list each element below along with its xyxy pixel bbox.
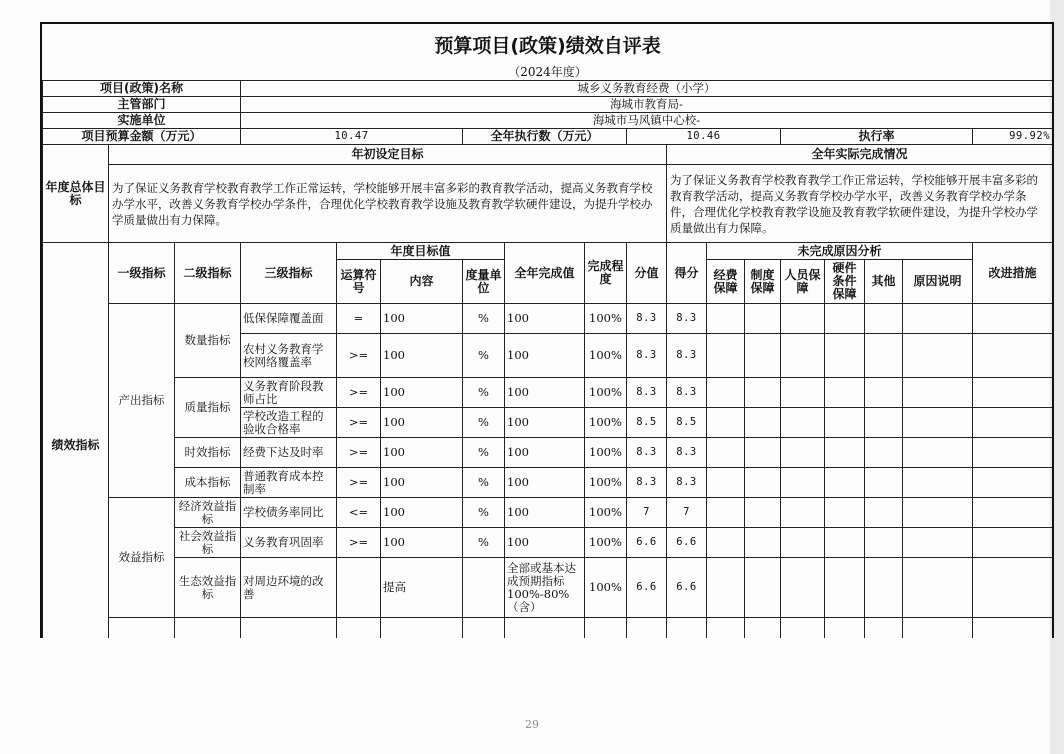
- group-quantity: 数量指标: [175, 304, 241, 378]
- row-got: 8.3: [667, 468, 707, 498]
- department-value: 海城市教育局-: [241, 97, 1053, 113]
- annual-exec-label: 全年执行数（万元）: [463, 129, 627, 145]
- row-value: 100: [505, 408, 585, 438]
- group-cost: 成本指标: [175, 468, 241, 498]
- header-annual-target: 年度目标值: [337, 243, 505, 260]
- actual-completion-text: 为了保证义务教育学校教育教学工作正常运转，学校能够开展丰富多彩的教育教学活动，提高义务教育学校办学水平，改善义务教育学校办学条件，合理优化学校教育教学设施及教育教学软硬件建设，为提升学校办学质量做出有力保障。: [667, 165, 1053, 243]
- row-operator: <=: [337, 498, 381, 528]
- row-score: 8.5: [627, 408, 667, 438]
- table-row: [43, 468, 1053, 498]
- row-indicator: 义务教育巩固率: [241, 528, 337, 558]
- table-row: [43, 558, 1053, 618]
- row-degree: 100%: [585, 408, 627, 438]
- row-indicator: 学校债务率同比: [241, 498, 337, 528]
- row-content: 100: [381, 468, 463, 498]
- header-other: 其他: [865, 260, 903, 304]
- table-row: [43, 438, 1053, 468]
- row-degree: 100%: [585, 558, 627, 618]
- initial-goal-text: 为了保证义务教育学校教育教学工作正常运转，学校能够开展丰富多彩的教育教学活动，提高义务教育学校办学水平，改善义务教育学校办学条件，合理优化学校教育教学设施及教育教学软硬件建设，为提升学校办学质量做出有力保障。: [109, 165, 667, 243]
- row-value: 100: [505, 498, 585, 528]
- row-operator: >=: [337, 528, 381, 558]
- row-degree: 100%: [585, 334, 627, 378]
- annual-goal-label: 年度总体目标: [43, 145, 109, 243]
- row-value: 100: [505, 438, 585, 468]
- row-score: 6.6: [627, 558, 667, 618]
- header-completion: 完成程度: [585, 243, 627, 304]
- row-unit: %: [463, 528, 505, 558]
- row-score: 8.3: [627, 438, 667, 468]
- row-operator: >=: [337, 438, 381, 468]
- row-degree: 100%: [585, 378, 627, 408]
- row-got: 6.6: [667, 528, 707, 558]
- row-indicator: 对周边环境的改善: [241, 558, 337, 618]
- page-number: 29: [525, 718, 539, 731]
- row-unit: %: [463, 408, 505, 438]
- department-label: 主管部门: [43, 97, 241, 113]
- row-unit: %: [463, 378, 505, 408]
- header-score: 分值: [627, 243, 667, 304]
- row-value: 全部或基本达成预期指标100%-80%（含）: [505, 558, 585, 618]
- row-content: 100: [381, 528, 463, 558]
- row-operator: >=: [337, 334, 381, 378]
- header-level2: 二级指标: [175, 243, 241, 304]
- row-content: 100: [381, 378, 463, 408]
- group-timeliness: 时效指标: [175, 438, 241, 468]
- budget-amount-label: 项目预算金额（万元）: [43, 129, 241, 145]
- row-indicator: 低保保障覆盖面: [241, 304, 337, 334]
- row-indicator: 学校改造工程的验收合格率: [241, 408, 337, 438]
- row-unit: %: [463, 438, 505, 468]
- row-operator: >=: [337, 468, 381, 498]
- annual-exec-value: 10.46: [627, 129, 781, 145]
- evaluation-table: [42, 24, 1053, 638]
- row-unit: [463, 558, 505, 618]
- row-got: 7: [667, 498, 707, 528]
- executor-value: 海城市马风镇中心校-: [241, 113, 1053, 129]
- table-row: [43, 304, 1053, 334]
- row-content: 100: [381, 498, 463, 528]
- row-degree: 100%: [585, 498, 627, 528]
- row-value: 100: [505, 378, 585, 408]
- project-name-value: 城乡义务教育经费（小学）: [241, 81, 1053, 97]
- exec-rate-value: 99.92%: [973, 129, 1053, 145]
- row-indicator: 普通教育成本控制率: [241, 468, 337, 498]
- row-content: 100: [381, 304, 463, 334]
- row-score: 8.3: [627, 334, 667, 378]
- row-score: 8.3: [627, 304, 667, 334]
- group-output: 产出指标: [109, 304, 175, 498]
- header-annual-value: 全年完成值: [505, 243, 585, 304]
- row-operator: [337, 558, 381, 618]
- header-unit: 度量单位: [463, 260, 505, 304]
- group-ecological: 生态效益指标: [175, 558, 241, 618]
- row-score: 8.3: [627, 468, 667, 498]
- row-degree: 100%: [585, 468, 627, 498]
- row-value: 100: [505, 528, 585, 558]
- row-indicator: 义务教育阶段教师占比: [241, 378, 337, 408]
- row-unit: %: [463, 334, 505, 378]
- page-subtitle: （2024年度）: [43, 64, 1053, 81]
- row-value: 100: [505, 304, 585, 334]
- actual-completion-header: 全年实际完成情况: [667, 145, 1053, 165]
- page-title: 预算项目(政策)绩效自评表: [434, 34, 661, 57]
- evaluation-table-frame: [40, 22, 1054, 638]
- row-degree: 100%: [585, 438, 627, 468]
- row-indicator: 农村义务教育学校网络覆盖率: [241, 334, 337, 378]
- row-got: 8.3: [667, 438, 707, 468]
- row-unit: %: [463, 468, 505, 498]
- header-content: 内容: [381, 260, 463, 304]
- header-improve: 改进措施: [973, 243, 1053, 304]
- header-system: 制度保障: [745, 260, 781, 304]
- row-content: 提高: [381, 558, 463, 618]
- header-level3: 三级指标: [241, 243, 337, 304]
- row-content: 100: [381, 334, 463, 378]
- budget-amount-value: 10.47: [241, 129, 463, 145]
- row-score: 7: [627, 498, 667, 528]
- row-value: 100: [505, 334, 585, 378]
- exec-rate-label: 执行率: [781, 129, 973, 145]
- table-row: [43, 378, 1053, 408]
- row-degree: 100%: [585, 304, 627, 334]
- header-funding: 经费保障: [707, 260, 745, 304]
- row-indicator: 经费下达及时率: [241, 438, 337, 468]
- group-economic: 经济效益指标: [175, 498, 241, 528]
- header-level1: 一级指标: [109, 243, 175, 304]
- row-got: 8.3: [667, 378, 707, 408]
- row-operator: >=: [337, 408, 381, 438]
- row-score: 6.6: [627, 528, 667, 558]
- group-benefit: 效益指标: [109, 498, 175, 618]
- row-score: 8.3: [627, 378, 667, 408]
- table-row: [43, 528, 1053, 558]
- header-got: 得分: [667, 243, 707, 304]
- header-unfinished: 未完成原因分析: [707, 243, 973, 260]
- row-value: 100: [505, 468, 585, 498]
- row-got: 8.3: [667, 334, 707, 378]
- group-quality: 质量指标: [175, 378, 241, 438]
- project-name-label: 项目(政策)名称: [43, 81, 241, 97]
- initial-goal-header: 年初设定目标: [109, 145, 667, 165]
- row-degree: 100%: [585, 528, 627, 558]
- row-operator: =: [337, 304, 381, 334]
- row-content: 100: [381, 438, 463, 468]
- row-unit: %: [463, 498, 505, 528]
- row-got: 8.3: [667, 304, 707, 334]
- performance-indicators-label: 绩效指标: [43, 243, 109, 639]
- header-operator: 运算符号: [337, 260, 381, 304]
- header-reason: 原因说明: [903, 260, 973, 304]
- group-social: 社会效益指标: [175, 528, 241, 558]
- row-content: 100: [381, 408, 463, 438]
- header-hardware: 硬件条件保障: [825, 260, 865, 304]
- row-got: 6.6: [667, 558, 707, 618]
- row-got: 8.5: [667, 408, 707, 438]
- row-unit: %: [463, 304, 505, 334]
- header-staff: 人员保障: [781, 260, 825, 304]
- row-operator: >=: [337, 378, 381, 408]
- table-row: [43, 498, 1053, 528]
- executor-label: 实施单位: [43, 113, 241, 129]
